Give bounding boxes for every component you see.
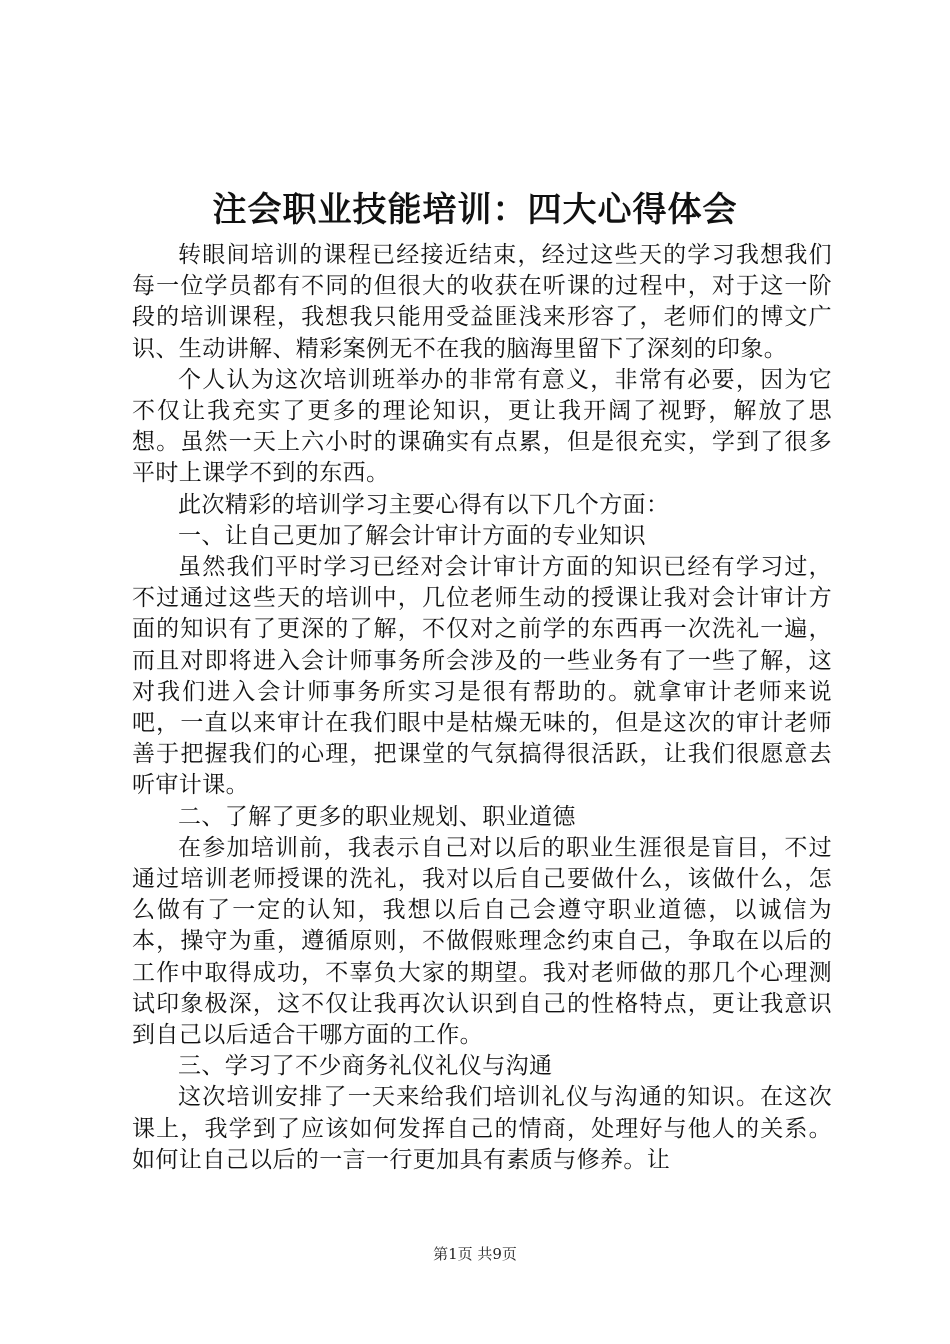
section-heading-1: 一、让自己更加了解会计审计方面的专业知识 (178, 522, 646, 549)
paragraph-section-2: 在参加培训前，我表示自己对以后的职业生涯很是盲目，不过通过培训老师授课的洗礼，我对以后自己要做什么，该做什么，怎么做有了一定的认知，我想以后自己会遵守职业道德，以诚信为本，操守为重，遵循原则，不做假账理念约束自己，争取在以后的工作中取得成功，不辜负大家的期望。我对老师做的那几个心理测试印象极深，这不仅让我再次认识到自己的性格特点，更让我意识到自己以后适合干哪方面的工作。 (132, 834, 832, 1049)
paragraph-opinion: 个人认为这次培训班举办的非常有意义，非常有必要，因为它不仅让我充实了更多的理论知识，更让我开阔了视野，解放了思想。虽然一天上六小时的课确实有点累，但是很充实，学到了很多平时上课学不到的东西。 (132, 366, 832, 487)
document-title: 注会职业技能培训：四大心得体会 (212, 190, 738, 230)
paragraph-section-1: 虽然我们平时学习已经对会计审计方面的知识已经有学习过，不过通过这些天的培训中，几位老师生动的授课让我对会计审计方面的知识有了更深的了解，不仅对之前学的东西再一次洗礼一遍，而且对即将进入会计师事务所会涉及的一些业务有了一些了解，这对我们进入会计师事务所实习是很有帮助的。就拿审计老师来说吧，一直以来审计在我们眼中是枯燥无味的，但是这次的审计老师善于把握我们的心理，把课堂的气氛搞得很活跃，让我们很愿意去听审计课。 (132, 554, 832, 799)
paragraph-intro: 转眼间培训的课程已经接近结束，经过这些天的学习我想我们每一位学员都有不同的但很大的收获在听课的过程中，对于这一阶段的培训课程，我想我只能用受益匪浅来形容了，老师们的博文广识、生动讲解、精彩案例无不在我的脑海里留下了深刻的印象。 (132, 242, 832, 362)
section-heading-3: 三、学习了不少商务礼仪礼仪与沟通 (178, 1053, 553, 1080)
paragraph-summary-lead: 此次精彩的培训学习主要心得有以下几个方面： (178, 491, 670, 518)
document-body (132, 240, 832, 1176)
section-heading-2: 二、了解了更多的职业规划、职业道德 (178, 803, 576, 830)
page-footer: 第1页 共9页 (433, 1245, 517, 1263)
paragraph-section-3: 这次培训安排了一天来给我们培训礼仪与沟通的知识。在这次课上，我学到了应该如何发挥自己的情商，处理好与他人的关系。如何让自己以后的一言一行更加具有素质与修养。让 (132, 1084, 832, 1173)
